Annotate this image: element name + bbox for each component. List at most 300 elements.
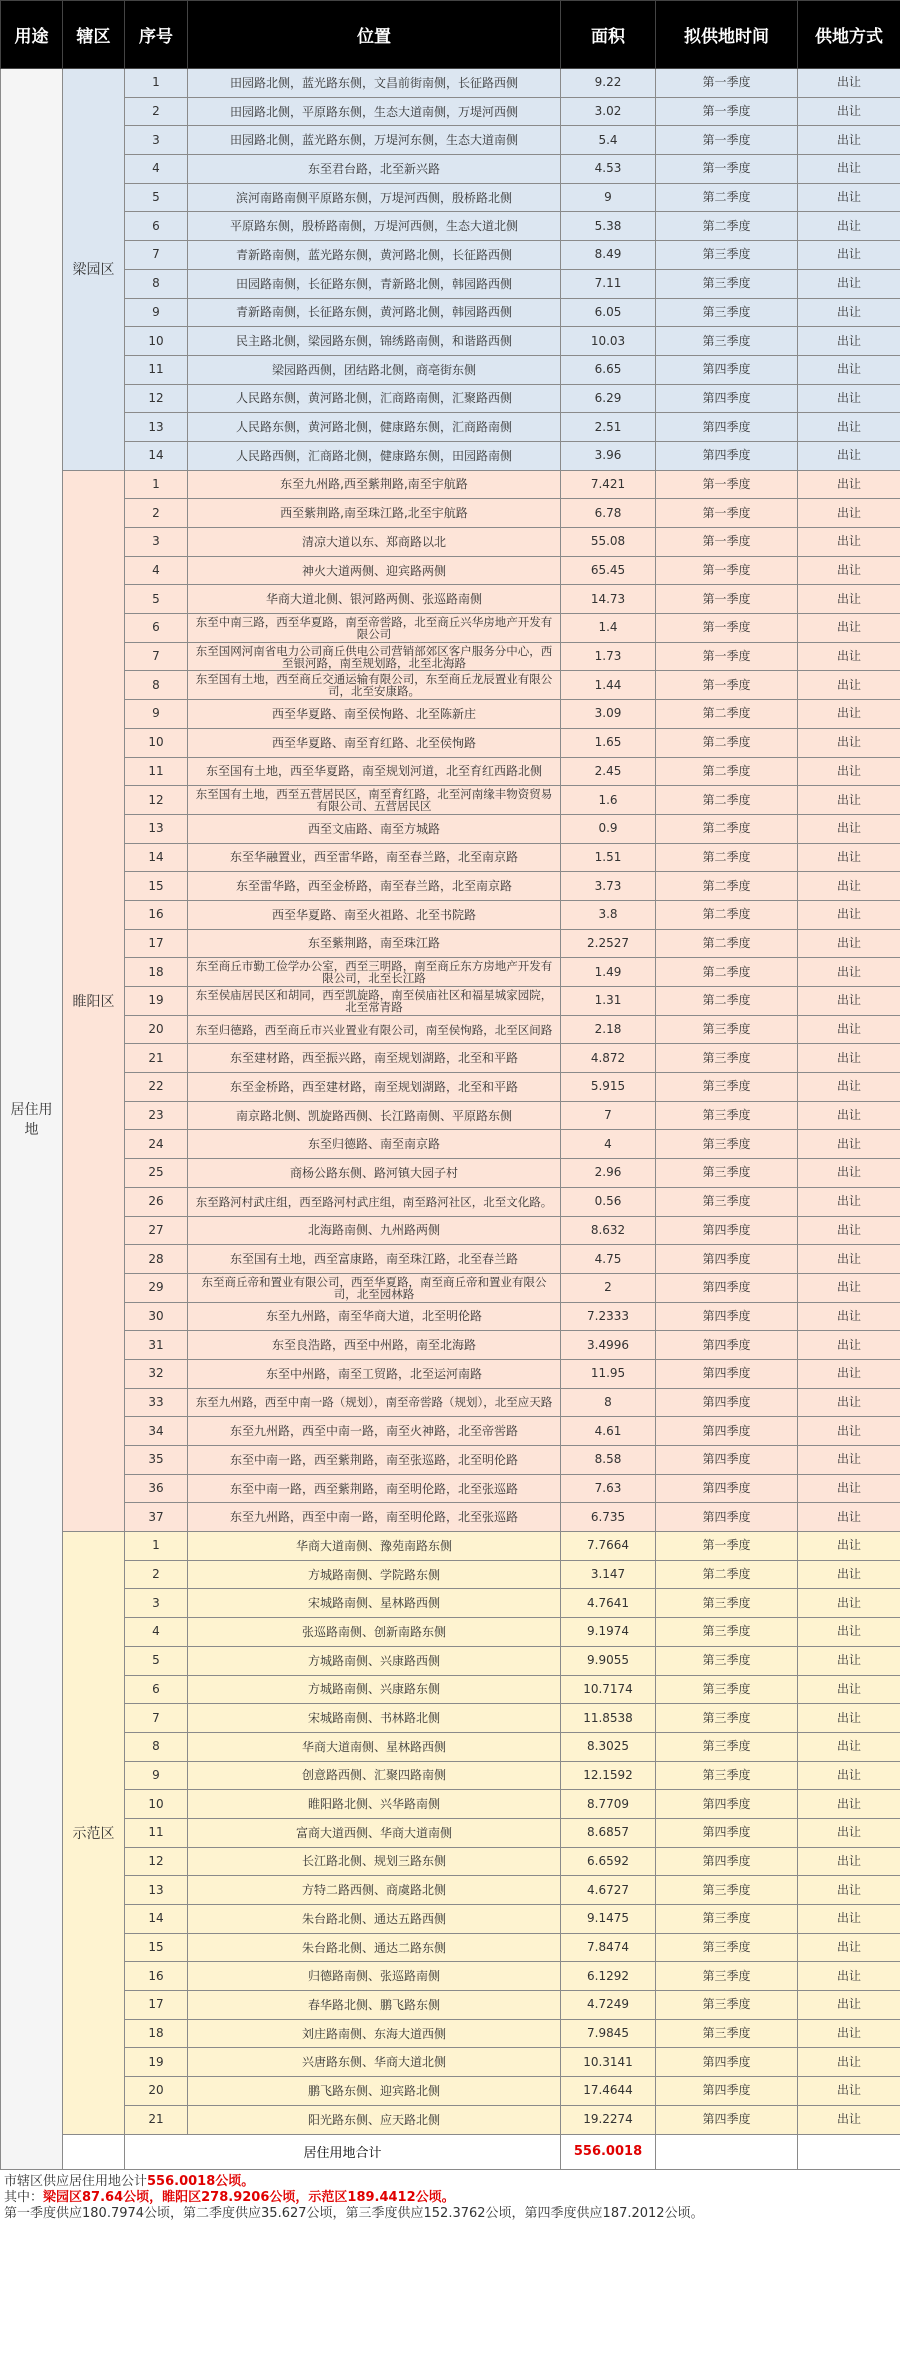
row-time: 第四季度 [656,1847,798,1876]
row-area: 10.7174 [561,1675,656,1704]
row-location: 方城路南侧、学院路东侧 [188,1560,561,1589]
row-method: 出让 [798,1417,900,1446]
row-location: 东至君台路，北至新兴路 [188,155,561,184]
row-area: 7.421 [561,470,656,499]
row-index: 18 [125,2019,188,2048]
row-index: 9 [125,700,188,729]
row-location: 西至华夏路、南至侯恂路、北至陈新庄 [188,700,561,729]
row-area: 1.73 [561,642,656,671]
row-index: 24 [125,1130,188,1159]
table-row [1,97,900,126]
row-location: 鹏飞路东侧、迎宾路北侧 [188,2077,561,2106]
row-time: 第三季度 [656,1732,798,1761]
table-row [1,2048,900,2077]
row-area: 2.45 [561,757,656,786]
table-row [1,2077,900,2106]
row-method: 出让 [798,327,900,356]
row-method: 出让 [798,1905,900,1934]
row-area: 7.63 [561,1474,656,1503]
row-area: 1.49 [561,958,656,987]
row-index: 19 [125,987,188,1016]
row-time: 第四季度 [656,1417,798,1446]
table-row [1,987,900,1016]
table-row [1,786,900,815]
row-index: 15 [125,872,188,901]
row-method: 出让 [798,1675,900,1704]
row-time: 第一季度 [656,470,798,499]
row-area: 6.1292 [561,1962,656,1991]
row-index: 12 [125,786,188,815]
row-area: 6.05 [561,298,656,327]
row-index: 37 [125,1503,188,1532]
row-area: 14.73 [561,585,656,614]
row-location: 人民路东侧，黄河路北侧，健康路东侧，汇商路南侧 [188,413,561,442]
row-time: 第三季度 [656,1933,798,1962]
row-location: 华商大道北侧、银河路两侧、张巡路南侧 [188,585,561,614]
row-location: 平原路东侧，殷桥路南侧，万堤河西侧，生态大道北侧 [188,212,561,241]
note-2-prefix: 其中： [4,2189,44,2205]
table-row [1,1847,900,1876]
row-location: 东至中南三路，西至华夏路，南至帝喾路，北至商丘兴华房地产开发有限公司 [188,614,561,643]
row-time: 第三季度 [656,1675,798,1704]
district-name: 睢阳区 [63,470,125,1531]
row-area: 9.9055 [561,1646,656,1675]
row-time: 第一季度 [656,1532,798,1561]
row-index: 19 [125,2048,188,2077]
row-method: 出让 [798,1159,900,1188]
row-area: 7 [561,1101,656,1130]
row-index: 4 [125,1618,188,1647]
row-index: 7 [125,1704,188,1733]
row-area: 9.1475 [561,1905,656,1934]
row-area: 9.22 [561,69,656,98]
table-row [1,585,900,614]
table-row [1,958,900,987]
table-row [1,413,900,442]
row-index: 11 [125,1818,188,1847]
row-method: 出让 [798,1991,900,2020]
row-method: 出让 [798,1618,900,1647]
row-index: 1 [125,69,188,98]
row-area: 8.6857 [561,1818,656,1847]
row-location: 东至九州路，西至中南一路，南至明伦路，北至张巡路 [188,1503,561,1532]
row-index: 9 [125,1761,188,1790]
row-area: 10.03 [561,327,656,356]
row-location: 田园路南侧，长征路东侧，青新路北侧，韩园路西侧 [188,269,561,298]
row-index: 7 [125,642,188,671]
row-area: 3.73 [561,872,656,901]
row-index: 22 [125,1073,188,1102]
table-row [1,1732,900,1761]
row-area: 6.29 [561,384,656,413]
row-time: 第二季度 [656,183,798,212]
row-time: 第二季度 [656,929,798,958]
row-method: 出让 [798,413,900,442]
table-row [1,470,900,499]
row-method: 出让 [798,556,900,585]
header-location: 位置 [188,1,561,69]
row-index: 3 [125,528,188,557]
row-location: 西至华夏路、南至火祖路、北至书院路 [188,900,561,929]
row-method: 出让 [798,814,900,843]
row-location: 方特二路西侧、商虞路北侧 [188,1876,561,1905]
total-time-blank [656,2134,798,2169]
table-row [1,900,900,929]
row-location: 东至归德路、南至南京路 [188,1130,561,1159]
row-method: 出让 [798,700,900,729]
row-index: 4 [125,556,188,585]
row-area: 1.51 [561,843,656,872]
row-method: 出让 [798,69,900,98]
row-location: 宋城路南侧、书林路北侧 [188,1704,561,1733]
row-index: 17 [125,929,188,958]
row-area: 8.3025 [561,1732,656,1761]
row-time: 第四季度 [656,1359,798,1388]
row-method: 出让 [798,2105,900,2134]
row-location: 北海路南侧、九州路两侧 [188,1216,561,1245]
row-index: 35 [125,1446,188,1475]
row-method: 出让 [798,155,900,184]
row-time: 第四季度 [656,1331,798,1360]
table-row [1,728,900,757]
row-index: 1 [125,1532,188,1561]
row-location: 阳光路东侧、应天路北侧 [188,2105,561,2134]
row-area: 8.632 [561,1216,656,1245]
table-row [1,1933,900,1962]
row-time: 第三季度 [656,1905,798,1934]
row-time: 第一季度 [656,614,798,643]
row-method: 出让 [798,1732,900,1761]
row-location: 田园路北侧，平原路东侧，生态大道南侧，万堤河西侧 [188,97,561,126]
note-1-prefix: 市辖区供应居住用地公计 [4,2173,148,2189]
table-row [1,327,900,356]
row-location: 东至良浩路，西至中州路，南至北海路 [188,1331,561,1360]
table-row [1,1388,900,1417]
table-row [1,1073,900,1102]
row-location: 东至九州路，南至华商大道，北至明伦路 [188,1302,561,1331]
row-method: 出让 [798,1962,900,1991]
table-row [1,1331,900,1360]
row-time: 第三季度 [656,1704,798,1733]
row-time: 第一季度 [656,528,798,557]
table-row [1,700,900,729]
row-index: 29 [125,1273,188,1302]
row-method: 出让 [798,1187,900,1216]
row-time: 第三季度 [656,269,798,298]
row-method: 出让 [798,298,900,327]
row-area: 2.96 [561,1159,656,1188]
row-time: 第三季度 [656,1646,798,1675]
table-row [1,843,900,872]
row-location: 长江路北侧、规划三路东侧 [188,1847,561,1876]
row-index: 26 [125,1187,188,1216]
row-index: 1 [125,470,188,499]
table-body [1,69,900,2170]
row-location: 华商大道南侧、星林路西侧 [188,1732,561,1761]
row-index: 20 [125,1015,188,1044]
row-method: 出让 [798,958,900,987]
row-index: 8 [125,1732,188,1761]
row-area: 7.8474 [561,1933,656,1962]
row-time: 第四季度 [656,355,798,384]
row-location: 兴唐路东侧、华商大道北侧 [188,2048,561,2077]
row-location: 人民路东侧，黄河路北侧，汇商路南侧，汇聚路西侧 [188,384,561,413]
use-type-cell: 居住用地 [1,69,63,2170]
row-method: 出让 [798,1503,900,1532]
row-area: 11.95 [561,1359,656,1388]
row-area: 8.7709 [561,1790,656,1819]
table-row [1,1503,900,1532]
header-row [1,1,900,69]
table-row [1,1704,900,1733]
row-location: 归德路南侧、张巡路南侧 [188,1962,561,1991]
row-index: 13 [125,413,188,442]
row-area: 3.147 [561,1560,656,1589]
table-row [1,1015,900,1044]
row-index: 3 [125,126,188,155]
row-location: 东至中南一路，西至紫荆路，南至明伦路，北至张巡路 [188,1474,561,1503]
table-row [1,528,900,557]
row-area: 1.6 [561,786,656,815]
row-time: 第二季度 [656,757,798,786]
row-location: 东至侯庙居民区和胡同，西至凯旋路，南至侯庙社区和福星城家园院，北至常青路 [188,987,561,1016]
row-location: 东至路河村武庄组，西至路河村武庄组，南至路河社区，北至文化路。 [188,1187,561,1216]
row-area: 11.8538 [561,1704,656,1733]
row-time: 第三季度 [656,2019,798,2048]
row-index: 7 [125,241,188,270]
row-index: 16 [125,900,188,929]
row-time: 第四季度 [656,2105,798,2134]
table-row [1,1474,900,1503]
row-location: 东至九州路,西至紫荆路,南至宇航路 [188,470,561,499]
row-method: 出让 [798,1876,900,1905]
row-index: 15 [125,1933,188,1962]
row-location: 东至中南一路，西至紫荆路，南至张巡路，北至明伦路 [188,1446,561,1475]
row-area: 4.872 [561,1044,656,1073]
table-row [1,183,900,212]
row-area: 2 [561,1273,656,1302]
row-time: 第三季度 [656,1159,798,1188]
row-time: 第四季度 [656,1245,798,1274]
row-time: 第三季度 [656,1991,798,2020]
table-row [1,1876,900,1905]
row-time: 第四季度 [656,1818,798,1847]
row-method: 出让 [798,126,900,155]
table-row [1,1446,900,1475]
row-area: 7.2333 [561,1302,656,1331]
row-index: 31 [125,1331,188,1360]
row-area: 3.09 [561,700,656,729]
row-method: 出让 [798,499,900,528]
row-index: 12 [125,384,188,413]
row-location: 西至紫荆路,南至珠江路,北至宇航路 [188,499,561,528]
row-location: 东至商丘帝和置业有限公司，西至华夏路，南至商丘帝和置业有限公司，北至园林路 [188,1273,561,1302]
row-index: 11 [125,757,188,786]
row-area: 1.4 [561,614,656,643]
row-method: 出让 [798,1704,900,1733]
row-method: 出让 [798,269,900,298]
row-location: 东至金桥路，西至建材路，南至规划湖路，北至和平路 [188,1073,561,1102]
row-area: 5.38 [561,212,656,241]
row-area: 4.75 [561,1245,656,1274]
row-area: 0.56 [561,1187,656,1216]
row-method: 出让 [798,212,900,241]
row-time: 第四季度 [656,1388,798,1417]
table-row [1,126,900,155]
row-location: 田园路北侧，蓝光路东侧，文昌前街南侧，长征路西侧 [188,69,561,98]
row-time: 第一季度 [656,585,798,614]
row-location: 清凉大道以东、郑商路以北 [188,528,561,557]
row-time: 第四季度 [656,1446,798,1475]
row-time: 第三季度 [656,298,798,327]
table-row [1,1962,900,1991]
row-area: 4.61 [561,1417,656,1446]
row-method: 出让 [798,1589,900,1618]
row-method: 出让 [798,1761,900,1790]
table-row [1,2019,900,2048]
note-line-3: 第一季度供应180.7974公顷，第二季度供应35.627公顷，第三季度供应152.3762公顷，第四季度供应187.2012公顷。 [4,2205,704,2221]
row-method: 出让 [798,1331,900,1360]
table-row [1,69,900,98]
row-index: 10 [125,728,188,757]
table-row [1,1905,900,1934]
row-area: 10.3141 [561,2048,656,2077]
row-location: 梁园路西侧，团结路北侧，商亳街东侧 [188,355,561,384]
row-location: 东至商丘市勤工俭学办公室，西至三明路，南至商丘东方房地产开发有限公司，北至长江路 [188,958,561,987]
row-location: 青新路南侧，蓝光路东侧，黄河路北侧，长征路西侧 [188,241,561,270]
row-time: 第二季度 [656,212,798,241]
row-location: 青新路南侧，长征路东侧，黄河路北侧，韩园路西侧 [188,298,561,327]
row-area: 4 [561,1130,656,1159]
total-value: 556.0018 [561,2134,656,2169]
table-row [1,642,900,671]
row-method: 出让 [798,441,900,470]
table-row [1,384,900,413]
row-method: 出让 [798,384,900,413]
row-location: 东至归德路，西至商丘市兴业置业有限公司，南至侯恂路，北至区间路 [188,1015,561,1044]
note-2-value: 梁园区87.64公顷，睢阳区278.9206公顷，示范区189.4412公顷。 [43,2189,455,2205]
row-time: 第二季度 [656,728,798,757]
row-method: 出让 [798,470,900,499]
table-row [1,298,900,327]
row-method: 出让 [798,872,900,901]
header-method: 供地方式 [798,1,900,69]
table-row [1,1216,900,1245]
row-area: 8 [561,1388,656,1417]
table-row [1,1273,900,1302]
row-area: 2.2527 [561,929,656,958]
row-area: 6.6592 [561,1847,656,1876]
row-index: 25 [125,1159,188,1188]
row-time: 第四季度 [656,1474,798,1503]
row-index: 2 [125,499,188,528]
row-time: 第四季度 [656,384,798,413]
row-method: 出让 [798,987,900,1016]
row-location: 富商大道西侧、华商大道南侧 [188,1818,561,1847]
row-location: 东至国有土地，西至五营居民区，南至育红路，北至河南缘丰物资贸易有限公司、五营居民区 [188,786,561,815]
row-time: 第四季度 [656,1790,798,1819]
row-index: 3 [125,1589,188,1618]
row-time: 第三季度 [656,1962,798,1991]
row-area: 2.18 [561,1015,656,1044]
total-label: 居住用地合计 [125,2134,561,2169]
total-row [1,2134,900,2169]
row-time: 第三季度 [656,1761,798,1790]
row-index: 5 [125,183,188,212]
row-location: 创意路西侧、汇聚四路南侧 [188,1761,561,1790]
row-time: 第一季度 [656,155,798,184]
row-time: 第四季度 [656,1503,798,1532]
row-method: 出让 [798,1044,900,1073]
row-method: 出让 [798,1015,900,1044]
table-row [1,929,900,958]
row-location: 东至华融置业，西至雷华路，南至春兰路，北至南京路 [188,843,561,872]
row-location: 朱台路北侧、通达五路西侧 [188,1905,561,1934]
row-index: 5 [125,1646,188,1675]
table-row [1,441,900,470]
row-index: 9 [125,298,188,327]
table-row [1,872,900,901]
row-location: 东至建材路，西至振兴路，南至规划湖路，北至和平路 [188,1044,561,1073]
row-time: 第二季度 [656,843,798,872]
row-time: 第二季度 [656,700,798,729]
table-row [1,1618,900,1647]
row-method: 出让 [798,1474,900,1503]
row-method: 出让 [798,585,900,614]
table-row [1,1560,900,1589]
table-row [1,2105,900,2134]
note-line-1 [4,2174,896,2190]
row-time: 第四季度 [656,413,798,442]
summary-notes [0,2170,900,2222]
row-time: 第一季度 [656,126,798,155]
row-time: 第四季度 [656,1273,798,1302]
row-area: 7.11 [561,269,656,298]
row-location: 春华路北侧、鹏飞路东侧 [188,1991,561,2020]
row-method: 出让 [798,97,900,126]
row-index: 21 [125,2105,188,2134]
row-method: 出让 [798,1446,900,1475]
row-method: 出让 [798,1130,900,1159]
row-area: 8.58 [561,1446,656,1475]
row-index: 34 [125,1417,188,1446]
row-area: 9 [561,183,656,212]
row-location: 神火大道两侧、迎宾路两侧 [188,556,561,585]
row-method: 出让 [798,2019,900,2048]
row-location: 西至华夏路、南至育红路、北至侯恂路 [188,728,561,757]
row-method: 出让 [798,355,900,384]
row-method: 出让 [798,900,900,929]
row-area: 3.96 [561,441,656,470]
row-location: 东至国有土地，西至华夏路，南至规划河道，北至育红西路北侧 [188,757,561,786]
row-index: 2 [125,1560,188,1589]
row-method: 出让 [798,1302,900,1331]
row-area: 6.735 [561,1503,656,1532]
row-location: 东至雷华路，西至金桥路，南至春兰路，北至南京路 [188,872,561,901]
row-method: 出让 [798,1790,900,1819]
table-row [1,1589,900,1618]
row-method: 出让 [798,2077,900,2106]
row-location: 民主路北侧，梁园路东侧，锦绣路南侧，和谐路西侧 [188,327,561,356]
row-method: 出让 [798,2048,900,2077]
row-location: 东至国有土地，西至商丘交通运输有限公司，东至商丘龙辰置业有限公司，北至安康路。 [188,671,561,700]
row-time: 第一季度 [656,556,798,585]
row-index: 12 [125,1847,188,1876]
table-row [1,1532,900,1561]
row-time: 第二季度 [656,900,798,929]
table-row [1,269,900,298]
table-row [1,1675,900,1704]
